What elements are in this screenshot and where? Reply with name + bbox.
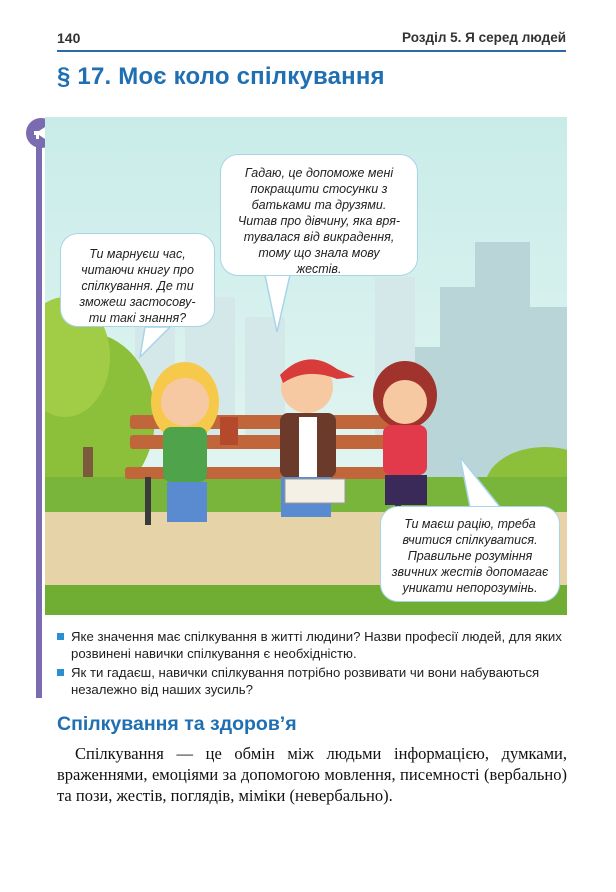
bubble-line: Гадаю, це допоможе мені — [244, 166, 394, 180]
bullet-icon — [57, 669, 64, 676]
bubble-line: Правильне розуміння — [407, 549, 533, 563]
speech-bubble-center — [220, 154, 418, 276]
bubble-line: спілкування. Де ти — [81, 279, 194, 293]
question-list — [57, 628, 567, 700]
subheading: Спілкування та здоров’я — [57, 713, 297, 735]
bubble-line: вчитися спілкуватися. — [402, 533, 538, 547]
question-item — [57, 664, 567, 698]
bubble-line: зможеш застосову- — [79, 295, 196, 309]
bubble-line: звичних жестів допомагає — [391, 565, 549, 579]
bubble-line: Читав про дівчину, яка вря- — [237, 214, 401, 228]
bubble-line: Ти маєш рацію, треба — [404, 517, 536, 531]
bubble-line: батьками та друзями. — [251, 198, 387, 212]
speech-bubble-right — [380, 506, 560, 602]
paragraph-title: § 17. Моє коло спілкування — [57, 63, 385, 90]
body-paragraph: Спілкування — це обмін між людьми інформацією, думками, враженнями, емоціями за допомогою мовлення, писемності (вербально) та пози, жестів, поглядів, міміки (невербально). — [57, 744, 567, 805]
bubble-line: тому що знала мову — [258, 246, 380, 260]
bubble-line: читаючи книгу про — [81, 263, 194, 277]
speech-bubble-left — [60, 233, 215, 327]
section-title: Розділ 5. Я серед людей — [402, 30, 566, 45]
bubble-line: ти такі знання? — [88, 311, 187, 325]
question-text: Яке значення має спілкування в житті людини? Назви професії людей, для яких розвинені навички спілкування є необхідністю. — [71, 629, 562, 661]
sidebar-bar — [36, 146, 42, 698]
bubble-line: тувалася від викрадення, — [243, 230, 395, 244]
bullet-icon — [57, 633, 64, 640]
page-number: 140 — [57, 30, 81, 46]
bubble-line: жестів. — [296, 262, 342, 276]
page-header — [57, 26, 566, 52]
bubble-line: покращити стосунки з — [250, 182, 388, 196]
question-item — [57, 628, 567, 662]
question-text: Як ти гадаєш, навички спілкування потрібно розвивати чи вони набуваються незалежно від наших зусиль? — [71, 665, 540, 697]
bubble-line: Ти марнуєш час, — [89, 247, 186, 261]
bubble-line: уникати непорозумінь. — [402, 581, 538, 595]
